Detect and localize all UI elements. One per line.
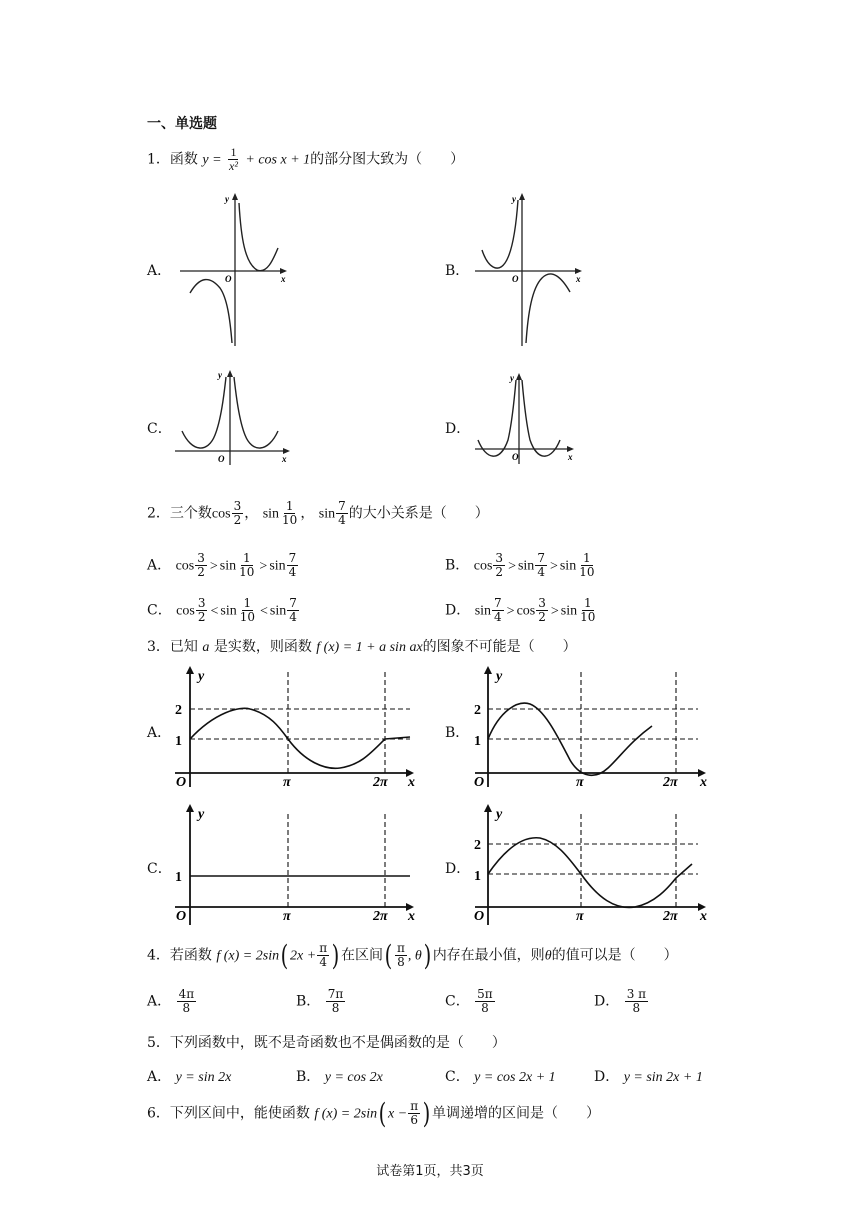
svg-text:2π: 2π [663,909,678,924]
svg-text:O: O [225,274,232,284]
svg-text:x: x [576,274,581,284]
svg-text:2π: 2π [663,775,678,790]
svg-text:π: π [576,909,584,924]
question-3-stem: 3．已知 a 是实数，则函数 f (x) = 1 + a sin ax的图象不可能是（ ） [147,639,577,655]
svg-text:y: y [512,194,516,204]
svg-text:x: x [700,775,707,790]
question-2-stem: 2．三个数cos $\frac{3}{2}$ ， sin $\frac{1}{10}$ ， sin $\frac{7}{4}$ 的大小关系是（ ） [147,499,489,527]
question-1-stem: 1．函数 y = $\frac{1}{\text{x²}}$ + cos x + 1的部分图大致为（ ） [147,145,465,173]
svg-text:2π: 2π [373,775,388,790]
q1-option-c-label: C． [147,421,172,437]
svg-text:1: 1 [474,734,481,749]
svg-text:y: y [198,807,205,822]
svg-text:O: O [474,909,485,924]
q3-option-b-label: B． [445,725,470,741]
page-footer: 试卷第1页，共3页 [376,1164,484,1179]
svg-text:2: 2 [474,703,481,718]
q1-option-d-label: D． [445,421,471,437]
svg-text:1: 1 [474,869,481,884]
question-4-stem: 4．若函数 f (x) = 2sin( 2x + $\frac{\pi}{4}$ ) 在区间( $\frac{\pi}{8}$ , θ) 内存在最小值，则θ的值可以是（ ） [147,938,678,972]
q5-option-d[interactable]: D． y = sin 2x + 1 [594,1069,703,1085]
svg-text:x: x [282,454,287,464]
svg-text:O: O [176,909,187,924]
question-number: 1． [147,151,170,168]
svg-text:O: O [512,274,519,284]
svg-text:y: y [198,669,205,684]
q2-option-d[interactable]: D． sin $\frac{7}{4}$ > cos $\frac{3}{2}$ > sin $\frac{1}{10}$ [445,596,596,624]
q1-graph-a [175,188,295,348]
q3-graph-b [470,662,715,792]
svg-text:y: y [218,370,222,380]
svg-text:O: O [218,454,225,464]
svg-text:x: x [408,909,415,924]
svg-text:y: y [496,807,503,822]
svg-text:O: O [474,775,485,790]
svg-text:2: 2 [474,838,481,853]
q3-option-a-label: A． [147,725,172,741]
q4-option-b[interactable]: B． $\frac{7\pi}{8}$ [296,987,344,1015]
q3-graph-d [470,800,715,930]
q2-option-c[interactable]: C． cos $\frac{3}{2}$ < sin $\frac{1}{10}$ < sin $\frac{7}{4}$ [147,596,297,624]
q1-option-a-label: A． [147,263,172,279]
q4-option-c[interactable]: C． $\frac{5\pi}{8}$ [445,987,493,1015]
q4-option-a[interactable]: A． $\frac{4\pi}{8}$ [147,987,195,1015]
question-6-stem: 6．下列区间中，能使函数 f (x) = 2sin( x − $\frac{\pi}{6}$ ) 单调递增的区间是（ ） [147,1096,601,1130]
svg-text:y: y [225,194,229,204]
section-title: 一、单选题 [147,116,217,132]
q4-option-d[interactable]: D． $\frac{3 \pi}{8}$ [594,987,647,1015]
svg-text:2π: 2π [373,909,388,924]
svg-text:y: y [510,373,514,383]
q5-option-c[interactable]: C． y = cos 2x + 1 [445,1069,556,1085]
svg-text:π: π [576,775,584,790]
q1-graph-b [470,188,590,348]
svg-text:1: 1 [175,734,182,749]
q1-graph-d [472,368,580,468]
question-5-stem: 5．下列函数中，既不是奇函数也不是偶函数的是（ ） [147,1035,506,1051]
q1-option-b-label: B． [445,263,470,279]
svg-text:O: O [176,775,187,790]
svg-text:x: x [568,452,573,462]
q2-option-b[interactable]: B． cos $\frac{3}{2}$ > sin $\frac{7}{4}$ > sin $\frac{1}{10}$ [445,551,595,579]
svg-text:1: 1 [175,870,182,885]
svg-text:2: 2 [175,703,182,718]
q3-graph-c [170,800,425,930]
q2-option-a[interactable]: A． cos $\frac{3}{2}$ > sin $\frac{1}{10}$ > sin $\frac{7}{4}$ [147,551,297,579]
svg-text:π: π [283,775,291,790]
q3-option-c-label: C． [147,861,172,877]
svg-text:π: π [283,909,291,924]
svg-text:O: O [512,452,519,462]
q3-option-d-label: D． [445,861,471,877]
q5-option-a[interactable]: A． y = sin 2x [147,1069,232,1085]
q5-option-b[interactable]: B． y = cos 2x [296,1069,383,1085]
svg-text:x: x [408,775,415,790]
q1-graph-c [170,365,295,470]
q3-graph-a [170,662,425,792]
svg-text:x: x [700,909,707,924]
svg-text:x: x [281,274,286,284]
svg-text:y: y [496,669,503,684]
